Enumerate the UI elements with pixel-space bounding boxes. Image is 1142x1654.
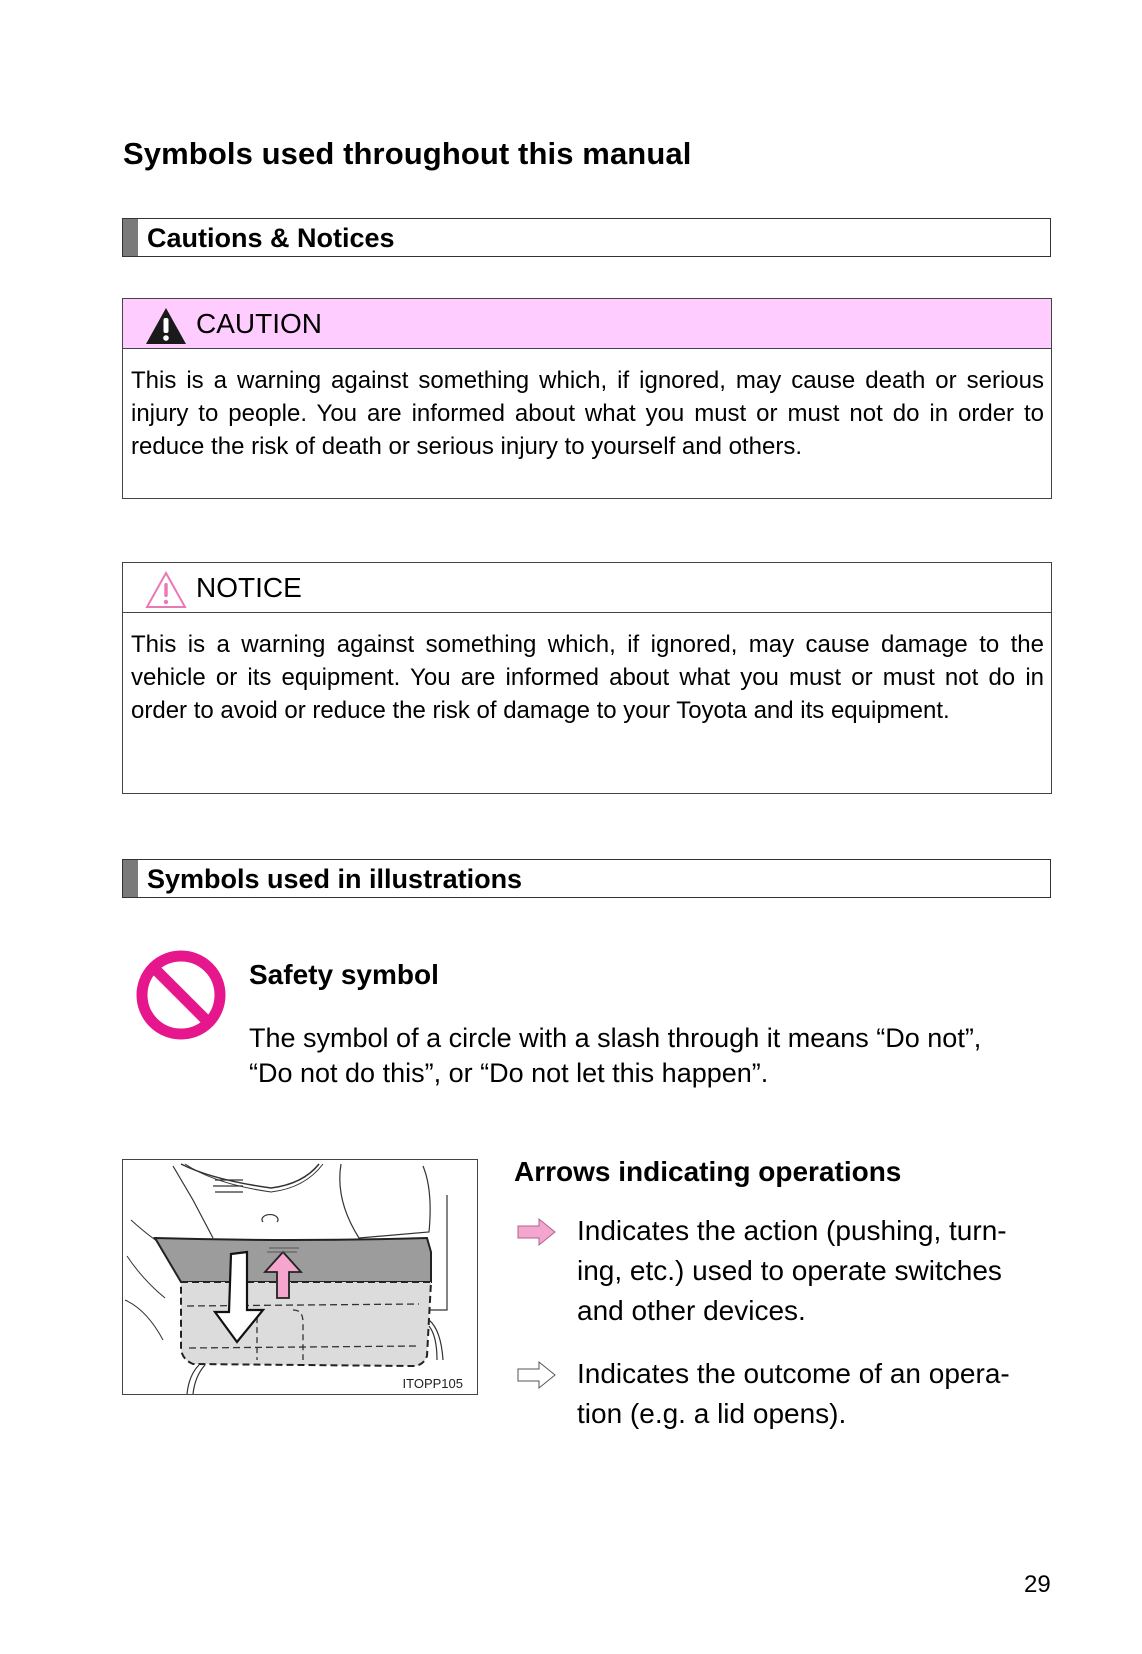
notice-title: NOTICE <box>196 572 302 603</box>
safety-text-line: The symbol of a circle with a slash through it means “Do not”, <box>249 1023 982 1053</box>
action-arrow-icon <box>517 1217 557 1247</box>
arrow-text-line: and other devices. <box>577 1295 806 1326</box>
safety-symbol-title: Safety symbol <box>249 959 439 990</box>
arrow-item-text <box>577 1211 1057 1331</box>
warning-triangle-outline-icon <box>145 571 187 609</box>
section-header-cautions <box>122 218 1051 257</box>
caution-title: CAUTION <box>196 308 322 339</box>
console-lid-illustration <box>123 1160 478 1395</box>
safety-symbol-description <box>249 1021 1049 1091</box>
section-header-label: Cautions & Notices <box>147 223 395 253</box>
notice-header <box>123 563 1051 613</box>
page-title: Symbols used throughout this manual <box>123 136 692 171</box>
illustration-figure <box>122 1159 478 1395</box>
arrows-title: Arrows indicating operations <box>514 1156 902 1187</box>
page-number: 29 <box>1024 1571 1051 1598</box>
notice-body: This is a warning against something which, if ignored, may cause damage to the vehicle or its equipment. You are informed about what you must or must not do in order to avoid or reduce the risk of damage to your Toyota and its equipment. <box>131 631 1044 724</box>
arrow-item-action <box>517 1211 1057 1341</box>
caution-box <box>122 298 1052 499</box>
arrow-text-line: Indicates the outcome of an opera- <box>577 1358 1010 1389</box>
arrow-text-line: tion (e.g. a lid opens). <box>577 1398 847 1429</box>
caution-header <box>123 299 1051 349</box>
arrow-text-line: Indicates the action (pushing, turn- <box>577 1215 1007 1246</box>
notice-box <box>122 562 1052 794</box>
section-header-label: Symbols used in illustrations <box>147 864 523 894</box>
prohibition-icon <box>134 948 228 1042</box>
arrow-item-text <box>577 1354 1057 1434</box>
caution-body: This is a warning against something which, if ignored, may cause death or serious injury to people. You are informed about what you must or must not do in order to reduce the risk of death or serious injury to yourself and others. <box>131 367 1044 460</box>
section-header-bar <box>123 219 138 256</box>
illustration-code: ITOPP105 <box>402 1376 463 1391</box>
safety-text-line: “Do not do this”, or “Do not let this happen”. <box>249 1058 769 1088</box>
arrow-item-outcome <box>517 1354 1057 1444</box>
arrow-text-line: ing, etc.) used to operate switches <box>577 1255 1002 1286</box>
section-header-illustrations <box>122 859 1051 898</box>
section-header-bar <box>123 860 138 897</box>
outcome-arrow-icon <box>517 1360 557 1390</box>
warning-triangle-filled-icon <box>145 307 187 345</box>
